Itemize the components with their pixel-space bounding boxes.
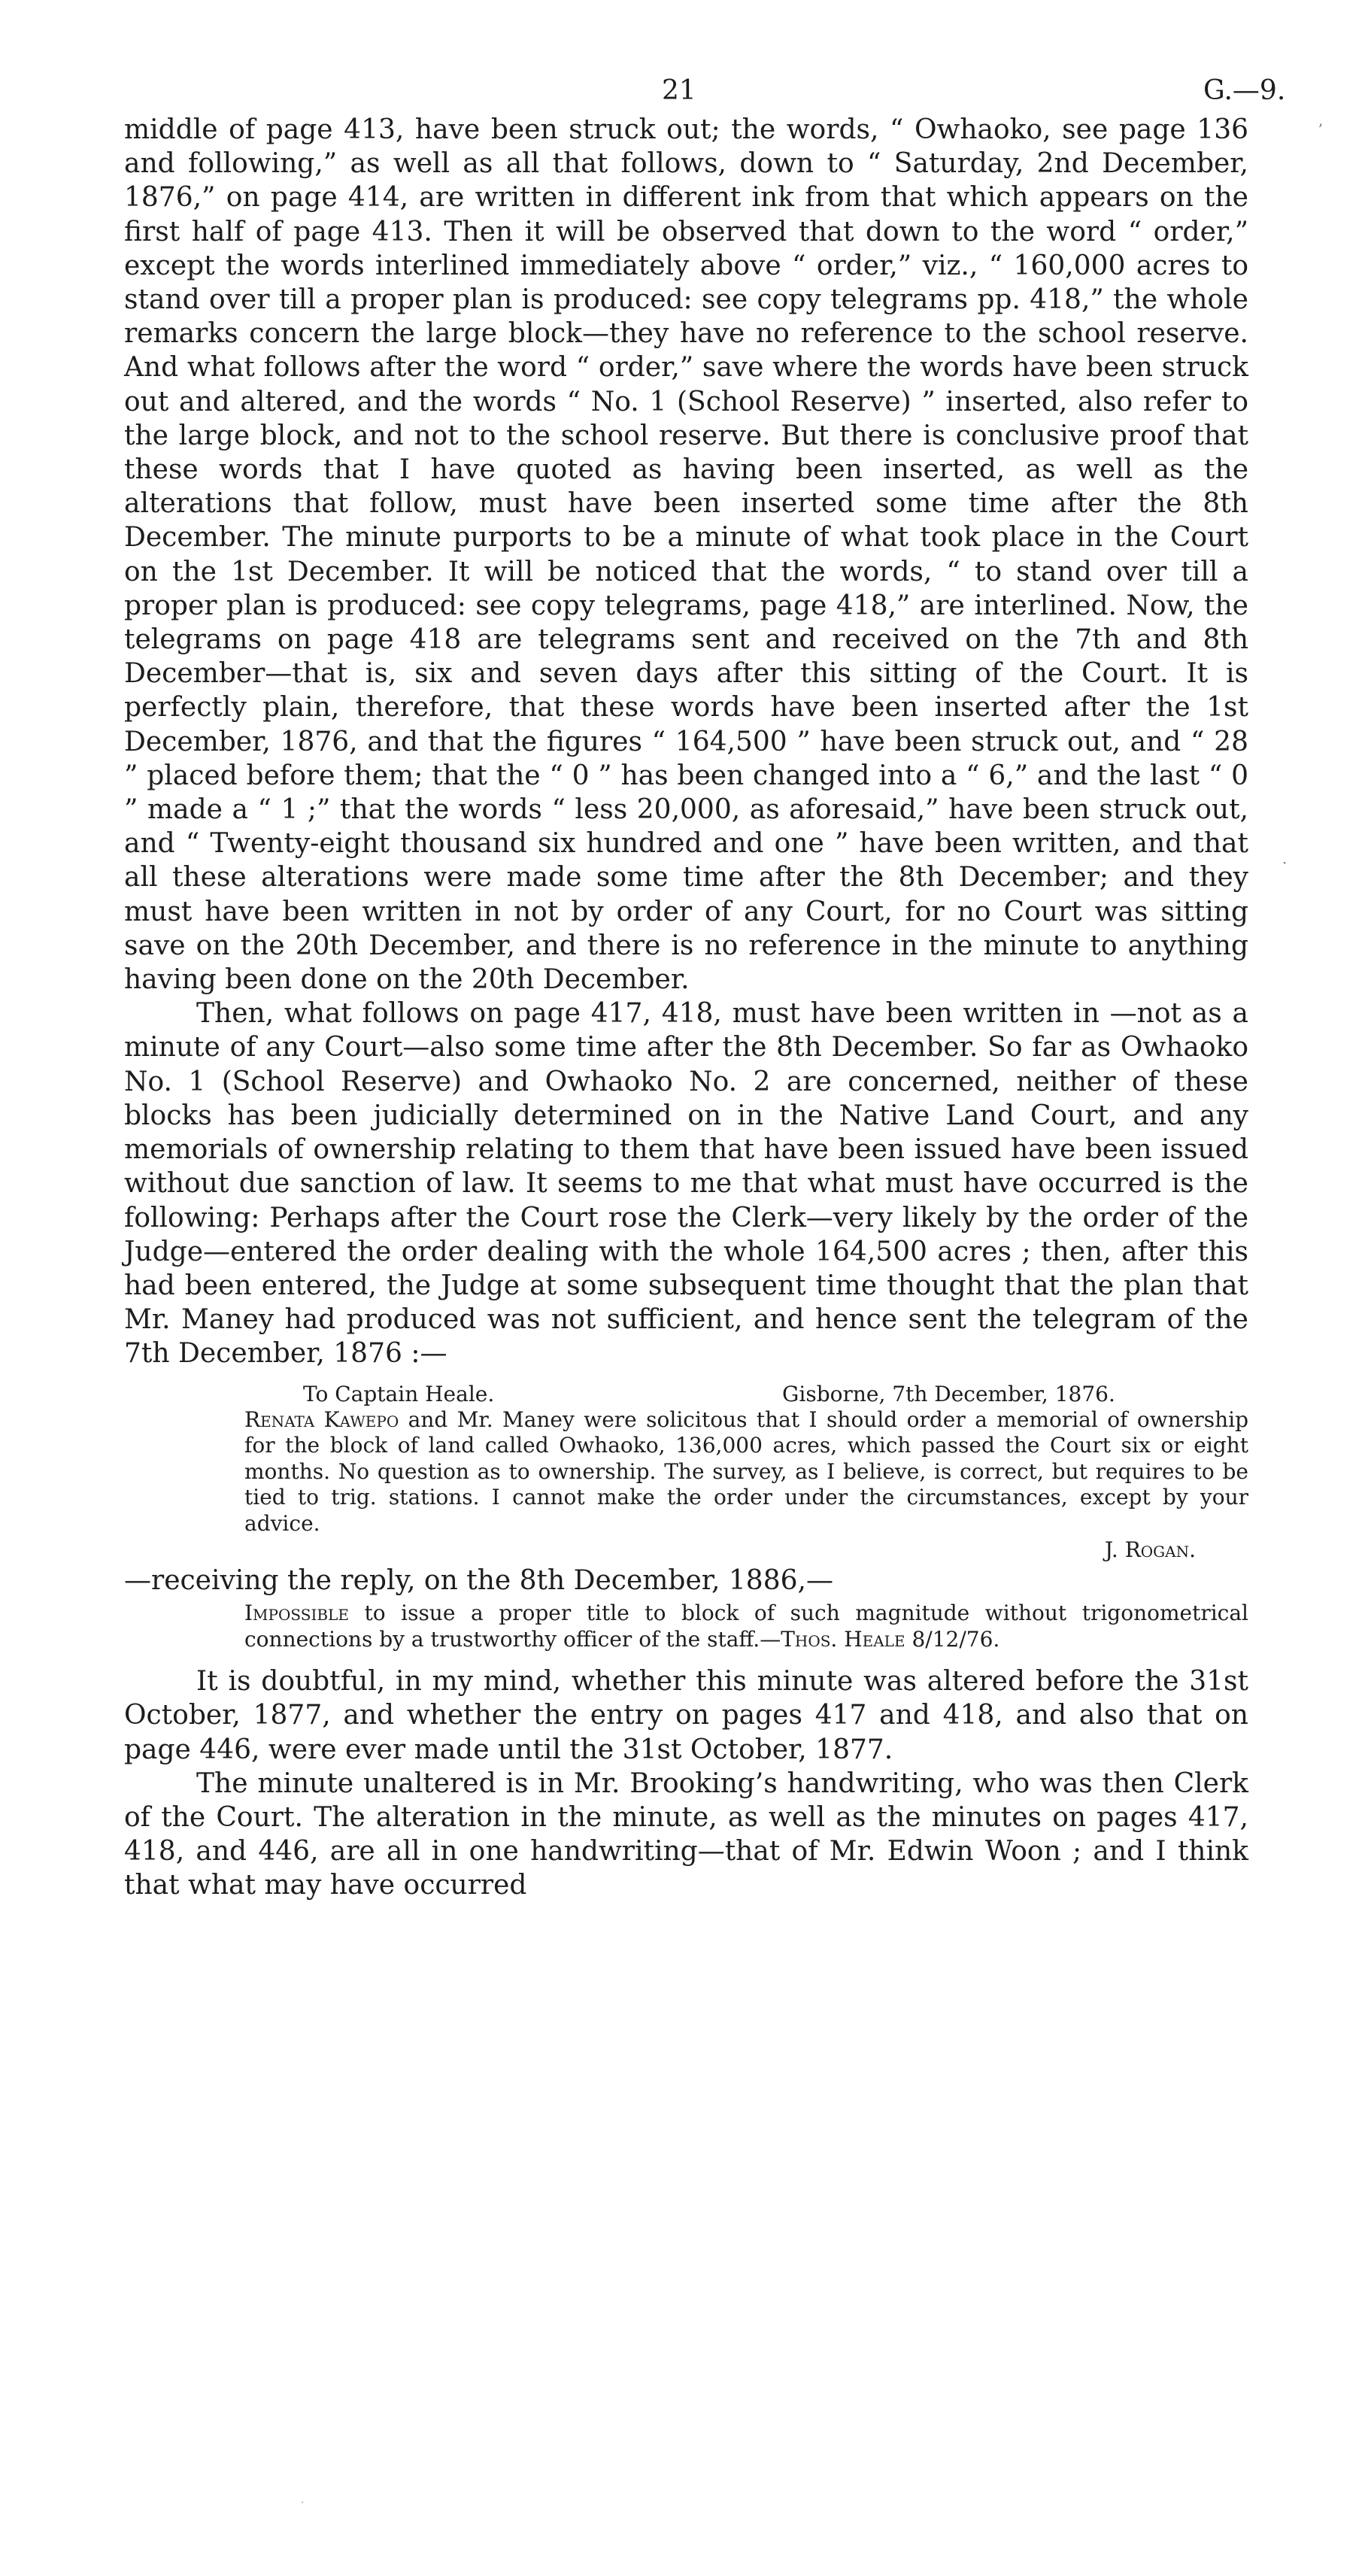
paragraph-3: It is doubtful, in my mind, whether this minute was altered before the 31st October, 1877, and whether the entry on pages 417 and 418, and also that on page 446, were ever made until the 31st October, 1877. [124,1666,1248,1765]
telegram-sender-names: Renata Kawepo [244,1406,399,1432]
document-reference: G.—9. [1203,75,1286,106]
telegram-signature: J. Rogan. [1104,1537,1196,1563]
paragraph-2: Then, what follows on page 417, 418, must have been written in —not as a minute of any Court—also some time after the 8th December. So far as Owhaoko No. 1 (School Reserve) and Owhaoko No. 2 are concerned, neither of these blocks has been judicially determined on in the Native Land Court, and any memorials of ownership relating to them that have been issued have been issued without due sanction of law. It seems to me that what must have occurred is the following: Perhaps after the Court rose the Clerk—very likely by the order of the Judge—entered the order dealing with the whole 164,500 acres ; then, after this had been entered, the Judge at some subsequent time thought that the plan that Mr. Maney had produced was not sufficient, and hence sent the telegram of the 7th December, 1876 :— [124,998,1248,1370]
paragraph-4: The minute unaltered is in Mr. Brooking’s handwriting, who was then Clerk of the Court. The alteration in the minute, as well as the minutes on pages 417, 418, and 446, are all in one handwriting—that of Mr. Edwin Woon ; and I think that what may have occurred [124,1767,1248,1901]
margin-speck: ʼ [1318,120,1323,138]
reply-lead: Impossible [244,1601,349,1626]
margin-speck-2: · [1282,854,1288,872]
reply-signature: Thos. Heale [781,1626,905,1652]
telegram-header [124,1377,1248,1407]
paragraph-1: middle of page 413, have been struck out; the words, “ Owhaoko, see page 136 and following,” as well as all that follows, down to “ Saturday, 2nd December, 1876,” on page 414, are written in different ink from that which appears on the first half of page 413. Then it will be observed that down to the word “ order,” except the words interlined immediately above “ order,” viz., “ 160,000 acres to stand over till a proper plan is produced: see copy telegrams pp. 418,” the whole remarks concern the large block—they have no reference to the school reserve. And what follows after the word “ order,” save where the words have been struck out and altered, and the words “ No. 1 (School Reserve) ” inserted, also refer to the large block, and not to the school reserve. But there is conclusive proof that these words that I have quoted as having been inserted, as well as the alterations that follow, must have been inserted some time after the 8th December. The minute purports to be a minute of what took place in the Court on the 1st December. It will be noticed that the words, “ to stand over till a proper plan is produced: see copy telegrams, page 418,” are interlined. Now, the telegrams on page 418 are telegrams sent and received on the 7th and 8th December—that is, six and seven days after this sitting of the Court. It is perfectly plain, therefore, that these words have been inserted after the 1st December, 1876, and that the figures “ 164,500 ” have been struck out, and “ 28 ” placed before them; that the “ 0 ” has been changed into a “ 6,” and the last “ 0 ” made a “ 1 ;” that the words “ less 20,000, as aforesaid,” have been struck out, and “ Twenty-eight thousand six hundred and one ” have been written, and that all these alterations were made some time after the 8th December; and they must have been written in not by order of any Court, for no Court was sitting save on the 20th December, and there is no reference in the minute to anything having been done on the 20th December. [124,114,1248,996]
telegram-place-date: Gisborne, 7th December, 1876. [782,1381,1115,1406]
telegram-body [244,1407,1248,1537]
reply-text: to issue a proper title to block of such magnitude without trigonometrical connections by a trustworthy officer of the staff.— [244,1601,1248,1652]
telegram-recipient: To Captain Heale. [303,1381,495,1406]
reply-date: 8/12/76. [905,1626,1000,1652]
reply-telegram [244,1601,1248,1652]
page-number: 21 [662,75,696,106]
telegram-block [124,1377,1248,1564]
telegram-text: and Mr. Maney were solicitous that I should order a memorial of ownership for the block of land called Owhaoko, 136,000 acres, which passed the Court six or eight months. No question as to ownership. The survey, as I believe, is correct, but requires to be tied to trig. stations. I cannot make the order under the circumstances, except by your advice. [244,1406,1249,1536]
document-body [124,113,1248,1903]
margin-speck-3: · [301,2497,305,2509]
reply-intro: —receiving the reply, on the 8th December, 1886,— [124,1565,833,1597]
